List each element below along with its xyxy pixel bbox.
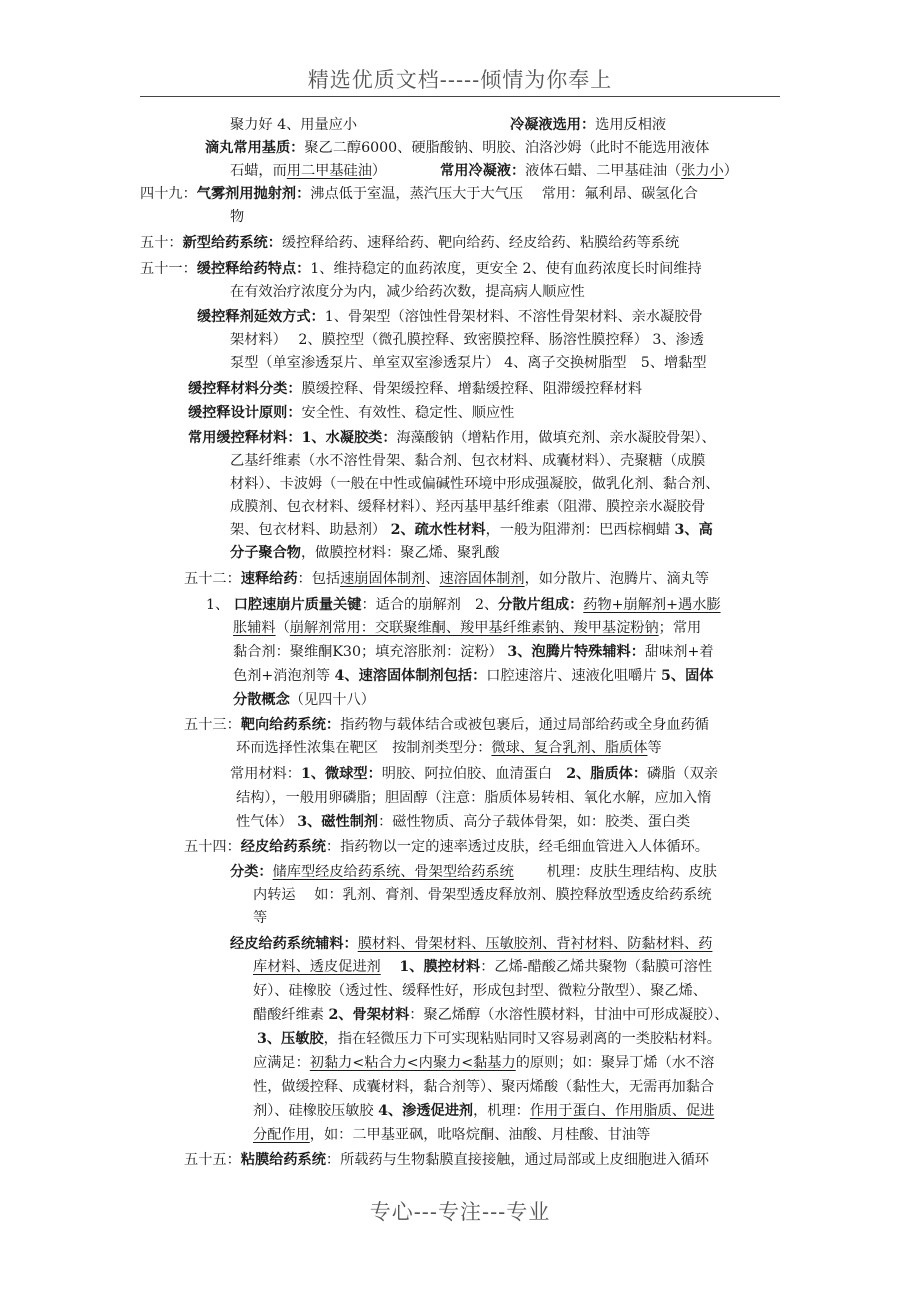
text-span — [381, 959, 400, 975]
text-line — [230, 473, 719, 495]
text-span: ） — [723, 163, 738, 179]
text-span: 黏合剂：聚维酮K30；填充溶胀剂：淀粉） — [233, 644, 508, 660]
text-span: 1、 — [206, 597, 234, 613]
text-span: ，做膜控材料：聚乙烯、聚乳酸 — [300, 545, 500, 561]
text-line — [230, 281, 585, 303]
text-span: 五十一： — [140, 261, 197, 277]
bold-term: 2、骨架材料 — [328, 1007, 410, 1023]
bold-term: 缓控释材料分类： — [188, 381, 302, 397]
bold-term: 靶向给药系统： — [240, 717, 341, 733]
bold-term: 分子聚合物 — [230, 545, 301, 561]
text-line — [230, 519, 713, 541]
bold-term: 3、压敏胶 — [257, 1031, 324, 1047]
text-span: 1、维持稳定的血药浓度，更安全 2、使有血药浓度长时间维持 — [310, 261, 702, 277]
text-span: ，机理： — [473, 1103, 530, 1119]
text-span: 机理：皮肤生理结构、皮肤 — [513, 864, 717, 880]
text-line — [253, 956, 712, 978]
bold-term: 4、渗透促进剂 — [378, 1103, 474, 1119]
bold-term: 滴丸常用基质： — [205, 140, 305, 156]
text-span: 1、骨架型（溶蚀性骨架材料、不溶性骨架材料、亲水凝胶骨 — [324, 309, 703, 325]
text-line — [230, 542, 500, 564]
underlined-text: 膜材料、骨架材料、压敏胶剂、背衬材料、防黏材料、药 — [357, 936, 713, 952]
text-span: 醋酸纤维素 — [253, 1007, 329, 1023]
text-span: ，一般为阻滞剂：巴西棕榈蜡 — [485, 522, 675, 538]
header-divider — [140, 96, 780, 97]
text-span: 架材料） 2、膜控型（微孔膜控释、致密膜控释、肠溶性膜控释） 3、渗透 — [230, 332, 704, 348]
underlined-text: 药物+崩解剂+遇水膨 — [583, 597, 721, 613]
text-span: ；常用 — [658, 620, 702, 636]
text-line — [230, 763, 718, 785]
text-line — [230, 206, 244, 228]
text-span: 聚乙二醇6000、硬脂酸钠、明胶、泊洛沙姆（此时不能选用液体 — [304, 140, 710, 156]
text-line — [253, 1100, 714, 1122]
text-line — [188, 427, 716, 449]
text-span: 、 — [425, 571, 440, 587]
text-line — [230, 114, 357, 136]
page-header: 精选优质文档-----倾情为你奉上 — [307, 68, 613, 92]
text-span: ，如：二甲基亚砜，吡咯烷酮、油酸、月桂酸、甘油等 — [309, 1127, 651, 1143]
text-span: 缓控释给药、速释给药、靶向给药、经皮给药、粘膜给药等系统 — [281, 235, 680, 251]
text-line — [230, 933, 712, 955]
text-span: 内转运 如：乳剂、膏剂、骨架型透皮释放剂、膜控释放型透皮给药系统 — [253, 887, 712, 903]
text-line — [140, 258, 702, 280]
underlined-text: 初黏力<粘合力<内聚力<黏基力 — [309, 1055, 516, 1071]
underlined-text: 崩解剂常用：交联聚维酮、羧甲基纤维素钠、羧甲基淀粉钠 — [289, 620, 659, 636]
text-span: 五十四： — [184, 839, 241, 855]
text-span: ：包括 — [297, 571, 341, 587]
text-line — [257, 1028, 721, 1050]
bold-term: 速释给药 — [240, 571, 298, 587]
underlined-text: 储库型经皮给药系统、骨架型给药系统 — [272, 864, 514, 880]
text-span: 性，做缓控释、成囊材料，黏合剂等）、聚丙烯酸（黏性大，无需再加黏合 — [253, 1079, 715, 1095]
text-span: 物 — [230, 209, 245, 225]
text-line — [253, 1124, 650, 1146]
text-span: 选用反相液 — [595, 117, 667, 133]
text-span: 色剂+消泡剂等 — [233, 668, 335, 684]
bold-term: 1、膜控材料 — [399, 959, 481, 975]
bold-term: 常用冷凝液： — [440, 163, 526, 179]
bold-term: 3、高 — [674, 522, 713, 538]
bold-term: 1、水凝胶类： — [301, 430, 397, 446]
bold-term: 2、疏水性材料 — [390, 522, 486, 538]
bold-term: 分散概念 — [233, 692, 290, 708]
text-span: 乙基纤维素（水不溶性骨架、黏合剂、包衣材料、成囊材料）、壳聚糖（成膜 — [230, 453, 706, 469]
text-span: 指药物与载体结合或被包裹后，通过局部给药或全身血药循 — [340, 717, 709, 733]
text-line — [205, 137, 709, 159]
text-span: ：聚乙烯醇（水溶性膜材料，甘油中可形成凝胶）、 — [409, 1007, 729, 1023]
text-span: 安全性、有效性、稳定性、顺应性 — [301, 405, 515, 421]
text-span: 五十二： — [184, 571, 241, 587]
underlined-text: 分配作用 — [253, 1127, 310, 1143]
text-line — [233, 665, 713, 687]
page-footer: 专心---专注---专业 — [369, 1200, 551, 1224]
text-span: ：所载药与生物黏膜直接接触，通过局部或上皮细胞进入循环 — [325, 1152, 709, 1168]
text-span: 明胶、阿拉伯胶、血清蛋白 — [381, 766, 567, 782]
text-span: ：指药物以一定的速率透过皮肤，经毛细血管进入人体循环。 — [325, 839, 709, 855]
bold-term: 1、微球型： — [300, 766, 382, 782]
text-span: 膜缓控释、骨架缓控释、增黏缓控释、阻滞缓控释材料 — [301, 381, 643, 397]
text-line — [140, 183, 698, 205]
bold-term: 新型给药系统： — [182, 235, 282, 251]
text-line — [253, 1052, 714, 1074]
text-span: ：磁性物质、高分子载体骨架，如：胶类、蛋白类 — [378, 814, 691, 830]
underlined-text: 速溶固体制剂 — [439, 571, 525, 587]
text-span: ） — [371, 163, 387, 179]
underlined-text: 库材料、透皮促进剂 — [253, 959, 381, 975]
underlined-text: 用二甲基硅油 — [286, 163, 372, 179]
text-span: （ — [275, 620, 290, 636]
text-line — [253, 1076, 714, 1098]
text-line — [184, 1149, 709, 1171]
bold-term: 4、速溶固体制剂包括： — [334, 668, 487, 684]
bold-term: 冷凝液选用： — [510, 117, 596, 133]
text-line — [230, 496, 705, 518]
text-line — [197, 306, 703, 328]
text-span: 沸点低于室温，蒸汽压大于大气压 常用：氟利昂、碳氢化合 — [310, 186, 698, 202]
text-span: 等 — [253, 910, 268, 926]
text-span: 材料）、卡波姆（一般在中性或偏碱性环境中形成强凝胶，做乳化剂、黏合剂、 — [230, 476, 720, 492]
underlined-text: 作用于蛋白、作用脂质、促进 — [529, 1103, 715, 1119]
text-line — [253, 907, 267, 929]
bold-term: 3、磁性制剂 — [297, 814, 379, 830]
text-line — [206, 594, 721, 616]
text-span: 性气体） — [236, 814, 298, 830]
text-span: 好）、硅橡胶（透过性、缓释性好，形成包封型、微粒分散型）、聚乙烯、 — [253, 983, 707, 999]
bold-term: 常用缓控释材料： — [188, 430, 302, 446]
text-span: 聚力好 4、用量应小 — [230, 117, 358, 133]
underlined-text: 速崩固体制剂 — [340, 571, 426, 587]
text-span: 液体石蜡、二甲基硅油（ — [525, 163, 682, 179]
text-span: 五十： — [140, 235, 183, 251]
text-span: 成膜剂、包衣材料、缓释材料）、羟丙基甲基纤维素（阻滞、膜控亲水凝胶骨 — [230, 499, 706, 515]
text-line — [440, 160, 738, 182]
text-line — [184, 836, 709, 858]
text-span: 磷脂（双亲 — [647, 766, 718, 782]
text-line — [253, 1004, 728, 1026]
text-span: 结构），一般用卵磷脂；胆固醇（注意：脂质体易转相、氧化水解，应加入惰 — [236, 790, 712, 806]
text-span: 甜味剂+着 — [644, 644, 714, 660]
text-line — [233, 617, 701, 639]
text-line — [188, 378, 642, 400]
text-span: ：适合的崩解剂 2、 — [361, 597, 499, 613]
text-span: 的原则；如：聚异丁烯（水不溶 — [515, 1055, 715, 1071]
bold-term: 缓控释给药特点： — [196, 261, 311, 277]
text-line — [230, 329, 704, 351]
text-line — [140, 232, 679, 254]
text-span: 等 — [647, 740, 662, 756]
text-span: 架、包衣材料、助悬剂） — [230, 522, 391, 538]
text-span: 常用材料： — [230, 766, 301, 782]
text-span: 在有效治疗浓度分为内，减少给药次数，提高病人顺应性 — [230, 284, 585, 300]
bold-term: 3、泡腾片特殊辅料： — [507, 644, 645, 660]
text-line — [253, 980, 707, 1002]
text-span: ，如分散片、泡腾片、滴丸等 — [524, 571, 710, 587]
bold-term: 5、固体 — [661, 668, 714, 684]
text-line — [236, 737, 662, 759]
bold-term: 粘膜给药系统 — [240, 1152, 326, 1168]
text-span: 五十五： — [184, 1152, 241, 1168]
text-line — [184, 568, 709, 590]
text-line — [233, 641, 714, 663]
bold-term: 分散片组成： — [498, 597, 584, 613]
underlined-text: 胀辅料 — [233, 620, 276, 636]
text-line — [236, 811, 690, 833]
text-line — [184, 714, 709, 736]
text-span: （见四十八） — [289, 692, 375, 708]
bold-term: 缓控释设计原则： — [188, 405, 302, 421]
text-span: 泵型（单室渗透泵片、单室双室渗透泵片） 4、离子交换树脂型 5、增黏型 — [230, 355, 707, 371]
bold-term: 缓控释剂延效方式： — [197, 309, 325, 325]
text-span: 石蜡，而 — [230, 163, 287, 179]
text-line — [230, 160, 386, 182]
bold-term: 气雾剂用抛射剂： — [196, 186, 311, 202]
text-span: 五十三： — [184, 717, 241, 733]
text-line — [188, 402, 514, 424]
text-line — [230, 861, 717, 883]
text-line — [230, 450, 705, 472]
text-line — [233, 689, 375, 711]
text-span: ：乙烯-醋酸乙烯共聚物（黏膜可溶性 — [480, 959, 713, 975]
text-line — [253, 884, 712, 906]
underlined-text: 张力小 — [681, 163, 724, 179]
text-span: 环而选择性浓集在靶区 按制剂类型分： — [236, 740, 492, 756]
text-line — [236, 787, 711, 809]
bold-term: 2、脂质体： — [566, 766, 648, 782]
text-line — [230, 352, 707, 374]
text-span: 口腔速溶片、速液化咀嚼片 — [486, 668, 662, 684]
text-span: 剂）、硅橡胶压敏胶 — [253, 1103, 379, 1119]
text-span: 四十九： — [140, 186, 197, 202]
text-line — [510, 114, 666, 136]
bold-term: 经皮给药系统辅料： — [230, 936, 358, 952]
bold-term: 分类： — [230, 864, 273, 880]
underlined-text: 微球、复合乳剂、脂质体 — [491, 740, 648, 756]
bold-term: 经皮给药系统 — [240, 839, 326, 855]
bold-term: 口腔速崩片质量关键 — [233, 597, 362, 613]
text-span: 海藻酸钠（增粘作用，做填充剂、亲水凝胶骨架）、 — [396, 430, 716, 446]
text-span: 应满足： — [253, 1055, 310, 1071]
text-span: ，指在轻微压力下可实现粘贴同时又容易剥离的一类胶粘材料。 — [323, 1031, 721, 1047]
